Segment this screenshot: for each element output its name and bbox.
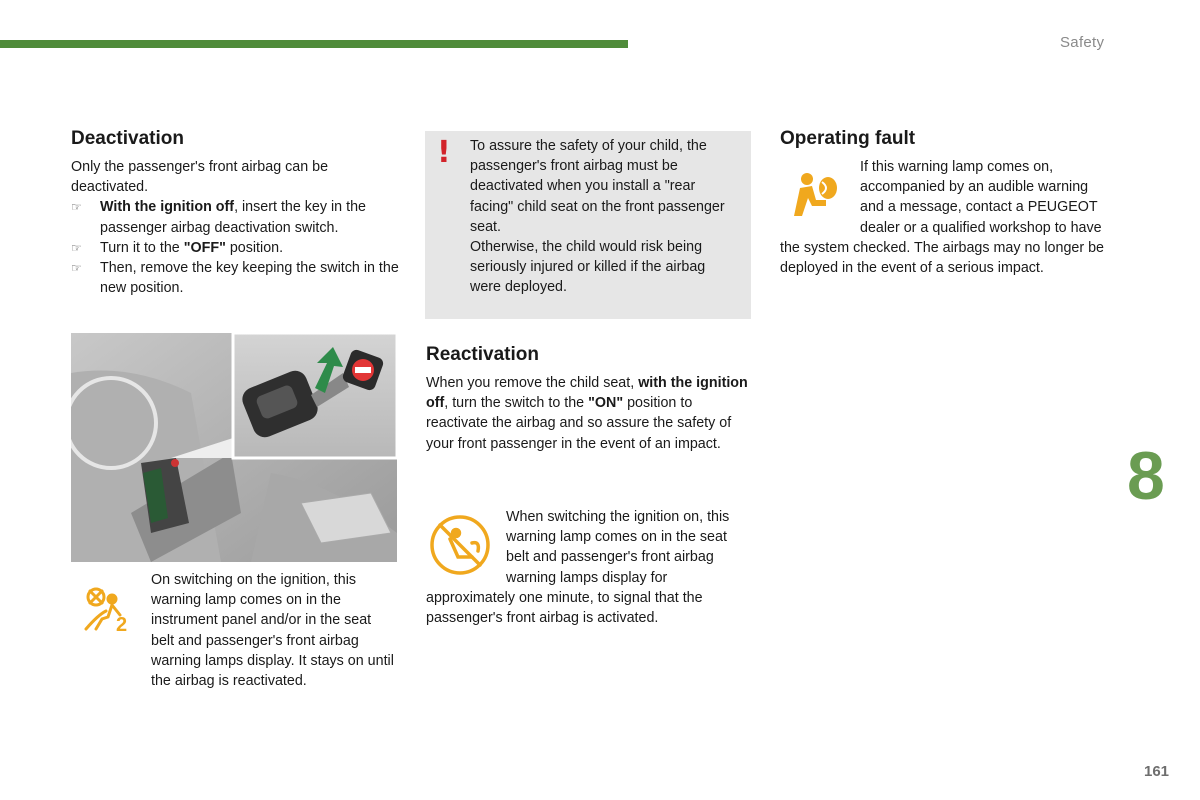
- reactivation-text: When you remove the child seat, with the ignition off, turn the switch to the "ON" position to reactivate the airbag and so assure the safety of your front passenger in the event of an impact.: [426, 375, 748, 452]
- deactivation-text: [71, 157, 401, 298]
- reactivation-lamp-text: When switching the ignition on, this warning lamp comes on in the seat belt and passenger's front airbag warning lamps display for approximately one minute, to signal that the passenger's front airbag is activated.: [426, 509, 730, 627]
- reactivation-title: Reactivation: [426, 344, 539, 365]
- child-seat-warning-box: [425, 131, 751, 319]
- deactivation-intro: Only the passenger's front airbag can be deactivated.: [71, 159, 329, 196]
- list-item: ☞ With the ignition off, insert the key in the passenger airbag deactivation switch.: [71, 199, 366, 236]
- pointing-hand-icon: ☞: [71, 200, 82, 215]
- airbag-off-warning-lamp-icon: [78, 585, 134, 638]
- warning-exclamation-icon: !: [437, 135, 451, 170]
- deactivation-lamp-note: On switching on the ignition, this warning lamp comes on in the instrument panel and/or in the seat belt and passenger's front airbag warning lamps display. It stays on until the airbag is reactivated.: [151, 572, 394, 690]
- deactivation-title: Deactivation: [71, 128, 184, 149]
- list-item: ☞ Then, remove the key keeping the switch in the new position.: [71, 260, 399, 297]
- warning-text: To assure the safety of your child, the passenger's front airbag must be deactivated when you install a "rear facing" child seat on the front passenger seat. Otherwise, the child would risk being seriously injured or killed if the airbag were deployed.: [470, 138, 725, 296]
- pointing-hand-icon: ☞: [71, 240, 82, 255]
- pointing-hand-icon: ☞: [71, 261, 82, 276]
- airbag-switch-illustration: [71, 333, 397, 562]
- operating-fault-text: If this warning lamp comes on, accompanied by an audible warning and a message, contact a PEUGEOT dealer or a qualified workshop to have the system checked. The airbags may no longer be deployed in the event of a serious impact.: [780, 159, 1104, 277]
- section-label: Safety: [1060, 34, 1105, 51]
- list-item: ☞ Turn it to the "OFF" position.: [71, 238, 401, 258]
- svg-text:2: 2: [116, 614, 128, 633]
- header-bar: [0, 40, 628, 48]
- chapter-number: 8: [1127, 438, 1165, 514]
- operating-fault-title: Operating fault: [780, 128, 916, 149]
- page-number: 161: [1144, 763, 1170, 780]
